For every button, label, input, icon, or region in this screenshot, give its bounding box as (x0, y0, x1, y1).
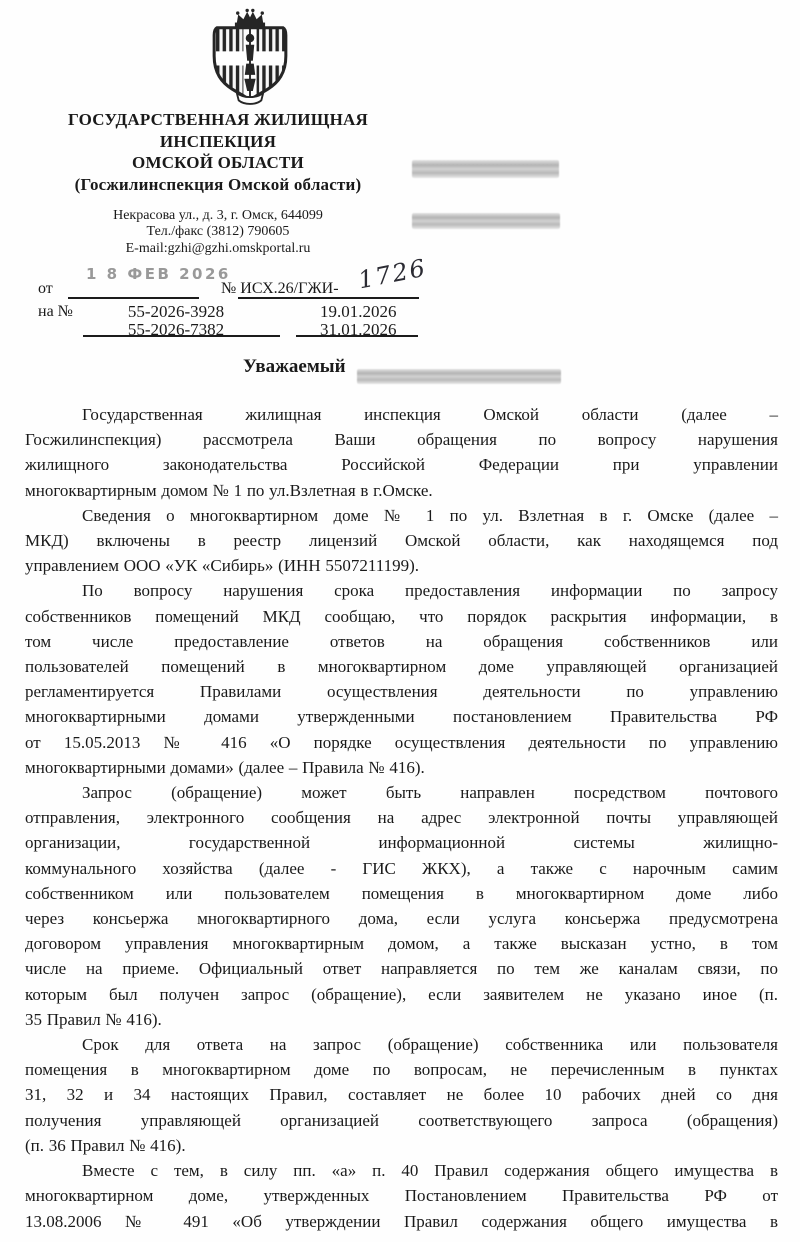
body-text-line: 13.08.2006 № 491 «Об утверждении Правил содержания общего имущества в (25, 1211, 778, 1231)
underline (296, 335, 418, 337)
body-text-line: пользователей помещений в многоквартирном доме управляющей организацией (25, 657, 778, 677)
date-stamp: 1 8 ФЕВ 2026 (86, 265, 231, 283)
body-text-line: 31, 32 и 34 настоящих Правил, составляет не более 10 рабочих дней со дня (25, 1085, 778, 1105)
incoming-ref-number: 55-2026-3928 (127, 302, 225, 321)
body-text-line: коммунального хозяйства (далее - ГИС ЖКХ), а также с нарочным самим (25, 858, 778, 878)
underline (83, 335, 280, 337)
body-text-line: 35 Правил № 416). (25, 1009, 162, 1029)
body-text-line: Госжилинспекция) рассмотрела Ваши обращения по вопросу нарушения (25, 430, 778, 450)
org-name-line: ГОСУДАРСТВЕННАЯ ЖИЛИЩНАЯ (68, 110, 368, 129)
letter-body (25, 402, 778, 1234)
redacted-text-strip (412, 213, 560, 229)
body-text-line: Вместе с тем, в силу пп. «а» п. 40 Правил содержания общего имущества в (82, 1161, 778, 1181)
body-text-line: Запрос (обращение) может быть направлен посредством почтового (82, 783, 778, 803)
body-text-line: многоквартирным домом № 1 по ул.Взлетная в г.Омске. (25, 480, 433, 500)
body-text-line: организации, государственной информационной системы жилищно- (25, 833, 778, 853)
body-text-line: получения управляющей организацией соответствующего запроса (обращения) (25, 1110, 778, 1130)
salutation: Уважаемый (243, 356, 346, 377)
from-label: от (38, 280, 53, 297)
body-text-line: управлением ООО «УК «Сибирь» (ИНН 5507211199). (25, 556, 420, 576)
body-text-line: которым был получен запрос (обращение), если заявителем не указано иное (п. (25, 984, 778, 1004)
body-text-line: Сведения о многоквартирном доме № 1 по ул. Взлетная в г. Омске (далее – (82, 505, 778, 525)
body-text-line: помещения в многоквартирном доме по вопросам, не перечисленным в пунктах (25, 1060, 778, 1080)
handwritten-outgoing-number: 1726 (355, 253, 430, 295)
body-text-line: регламентируется Правилами осуществления деятельности по управлению (25, 682, 778, 702)
body-text-line: от 15.05.2013 № 416 «О порядке осуществления деятельности по управлению (25, 732, 778, 752)
body-text-line: МКД) включены в реестр лицензий Омской области, как находящемся под (25, 531, 778, 551)
underline (68, 297, 199, 299)
body-text-line: многоквартирными домами утвержденными постановлением Правительства РФ (25, 707, 778, 727)
body-text-line: По вопросу нарушения срока предоставления информации по запросу (82, 581, 778, 601)
incoming-ref-number: 55-2026-7382 (127, 320, 225, 339)
underline (238, 297, 419, 299)
redacted-text-strip (412, 160, 559, 178)
omsk-oblast-coat-of-arms-icon (202, 7, 298, 107)
incoming-ref-date: 19.01.2026 (320, 302, 397, 321)
body-text-line: Срок для ответа на запрос (обращение) собственника или пользователя (82, 1035, 778, 1055)
body-text-line: том числе предоставление ответов на обращения собственников или (25, 631, 778, 651)
outgoing-number-label: № ИСХ.26/ГЖИ- (221, 280, 339, 297)
body-text-line: собственников помещений МКД сообщаю, что порядок раскрытия информации, в (25, 606, 778, 626)
body-text-line: договором управления многоквартирным домом, а также высказан устно, в том (25, 934, 778, 954)
incoming-ref-date: 31.01.2026 (320, 320, 397, 339)
org-name-block (8, 109, 428, 195)
redacted-addressee-name (357, 369, 561, 384)
body-text-line: (п. 36 Правил № 416). (25, 1135, 186, 1155)
body-text-line: через консьержа многоквартирного дома, если услуга консьержа предусмотрена (25, 909, 778, 929)
org-name-line: ОМСКОЙ ОБЛАСТИ (132, 153, 304, 172)
org-address-line: Тел./факс (3812) 790605 (146, 224, 290, 240)
body-text-line: жилищного законодательства Российской Федерации при управлении (25, 455, 778, 475)
org-address-line: E-mail:gzhi@gzhi.omskportal.ru (125, 240, 311, 256)
body-text-line: многоквартирном доме, утвержденных Постановлением Правительства РФ от (25, 1186, 778, 1206)
body-text-line: числе на приеме. Официальный ответ направляется по тем же каналам связи, по (25, 959, 778, 979)
org-address-block (18, 208, 418, 257)
body-text-line: многоквартирными домами» (далее – Правила № 416). (25, 757, 425, 777)
org-address-line: Некрасова ул., д. 3, г. Омск, 644099 (113, 208, 323, 223)
body-text-line: собственником или пользователем помещения в многоквартирном доме либо (25, 883, 778, 903)
org-name-line: (Госжилинспекция Омской области) (74, 174, 362, 194)
body-text-line: Государственная жилищная инспекция Омской области (далее – (82, 405, 778, 424)
org-name-line: ИНСПЕКЦИЯ (159, 131, 277, 151)
reply-to-label: на № (38, 303, 73, 320)
body-text-line: отправления, электронного сообщения на адрес электронной почты управляющей (25, 808, 778, 828)
